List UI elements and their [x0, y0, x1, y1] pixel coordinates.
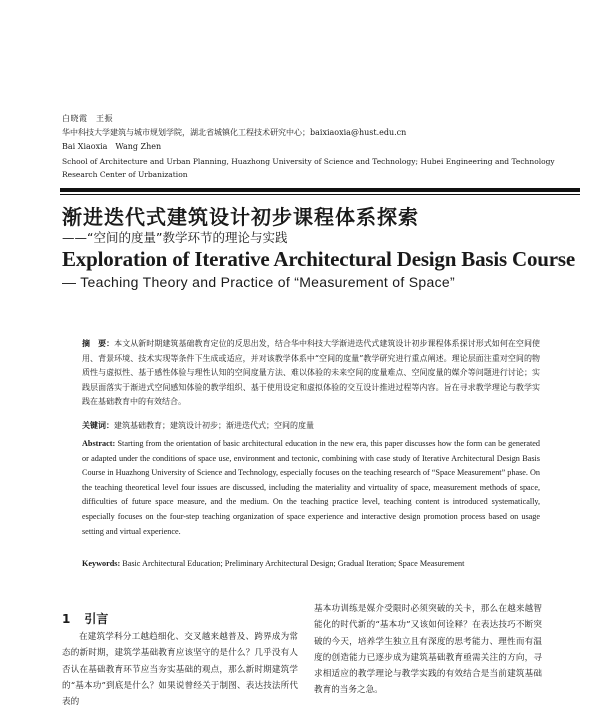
affiliation-chinese: 华中科技大学建筑与城市规划学院，湖北省城镇化工程技术研究中心；baixiaoxia@hust.edu.cn — [62, 128, 407, 137]
abstract-english-label: Abstract: — [82, 439, 116, 448]
abstract-chinese-text: 本文从新时期建筑基础教育定位的反思出发，结合华中科技大学渐进迭代式建筑设计初步课程体系探讨形式如何在空间使用、背景环境、技术实现等条件下生成或适应，并对该教学体系中“空间的度量”教学研究进行重点阐述。理论层面注重对空间的物质性与虚拟性、基于感性体验与理性认知的空间度量方法、难以体验的未来空间的度量难点、空间度量的媒介等问题进行讨论；实践层面落实于渐进式空间感知体验的教学组织、基于使用设定和虚拟体验的交互设计推进过程等内容。旨在寻求教学理论与教学实践在基础教育中的有效结合。 — [82, 339, 541, 406]
body-column-left: 在建筑学科分工越趋细化、交叉越来越普及、跨界成为常态的新时期，建筑学基础教育应该坚守的是什么？几乎没有人否认在基础教育环节应当夯实基础的观点，那么新时期建筑学的“基本功”到底是什么？如果说曾经关于制图、表达技法所代表的 — [62, 632, 298, 708]
keywords-english — [82, 557, 540, 572]
abstract-english-text: Starting from the orientation of basic architectural education in the new era, this paper discusses how the form can be generated or adapted under the conditions of space use, environment and tectonic, combining with case study of Iterative Architectural Design Basis Course in Huazhong University of Science and Technology, especially focuses on the teaching research of “Space Measurement” phase. On the teaching theoretical level four issues are discussed, including the materiality and virtuality of space, measurement methods of space, difficulties of future space measure, and the medium. On the teaching practice level, teaching content is introduced systematically, especially focuses on the four-step teaching organization of space experience and interactive design promotion process based on usage setting and virtual experience. — [82, 439, 540, 536]
paper-title-chinese: 渐进迭代式建筑设计初步课程体系探索 — [62, 205, 419, 229]
title-divider-thin — [60, 194, 580, 195]
section-number: 1 — [62, 612, 71, 626]
keywords-chinese — [82, 420, 540, 431]
keywords-english-text: Basic Architectural Education; Preliminary Architectural Design; Gradual Iteration; Space Measurement — [122, 559, 465, 568]
abstract-chinese — [82, 336, 540, 410]
section-title: 引言 — [84, 612, 109, 626]
section-heading — [62, 610, 122, 627]
keywords-english-label: Keywords: — [82, 559, 121, 568]
body-column-right: 基本功训练是媒介受限时必须突破的关卡，那么在越来越智能化的时代新的“基本功”又该如何诠释？在表达技巧不断突破的今天，培养学生独立且有深度的思考能力、理性而有温度的创造能力已逐步成为建筑基础教育亟需关注的方向，寻求相适应的教学理论与教学实践的有效结合是当前建筑基础教育的当务之急。 — [314, 604, 542, 696]
paper-subtitle-english: — Teaching Theory and Practice of “Measurement of Space” — [62, 274, 455, 290]
keywords-chinese-label: 关键词： — [82, 420, 114, 430]
title-divider-thick — [60, 188, 580, 192]
authors-english: Bai Xiaoxia Wang Zhen — [62, 142, 162, 151]
abstract-chinese-label: 摘 要： — [82, 338, 115, 348]
abstract-english — [82, 437, 540, 539]
keywords-chinese-text: 建筑基础教育；建筑设计初步；渐进迭代式；空间的度量 — [114, 421, 314, 430]
paper-subtitle-chinese: ——“空间的度量”教学环节的理论与实践 — [62, 230, 288, 245]
paper-title-english: Exploration of Iterative Architectural Design Basis Course — [62, 247, 575, 271]
affiliation-english: School of Architecture and Urban Planning, Huazhong University of Science and Technology; Hubei Engineering and Technology Research Center of Urbanization — [62, 157, 555, 179]
authors-chinese: 白晓霞 王振 — [62, 114, 113, 123]
